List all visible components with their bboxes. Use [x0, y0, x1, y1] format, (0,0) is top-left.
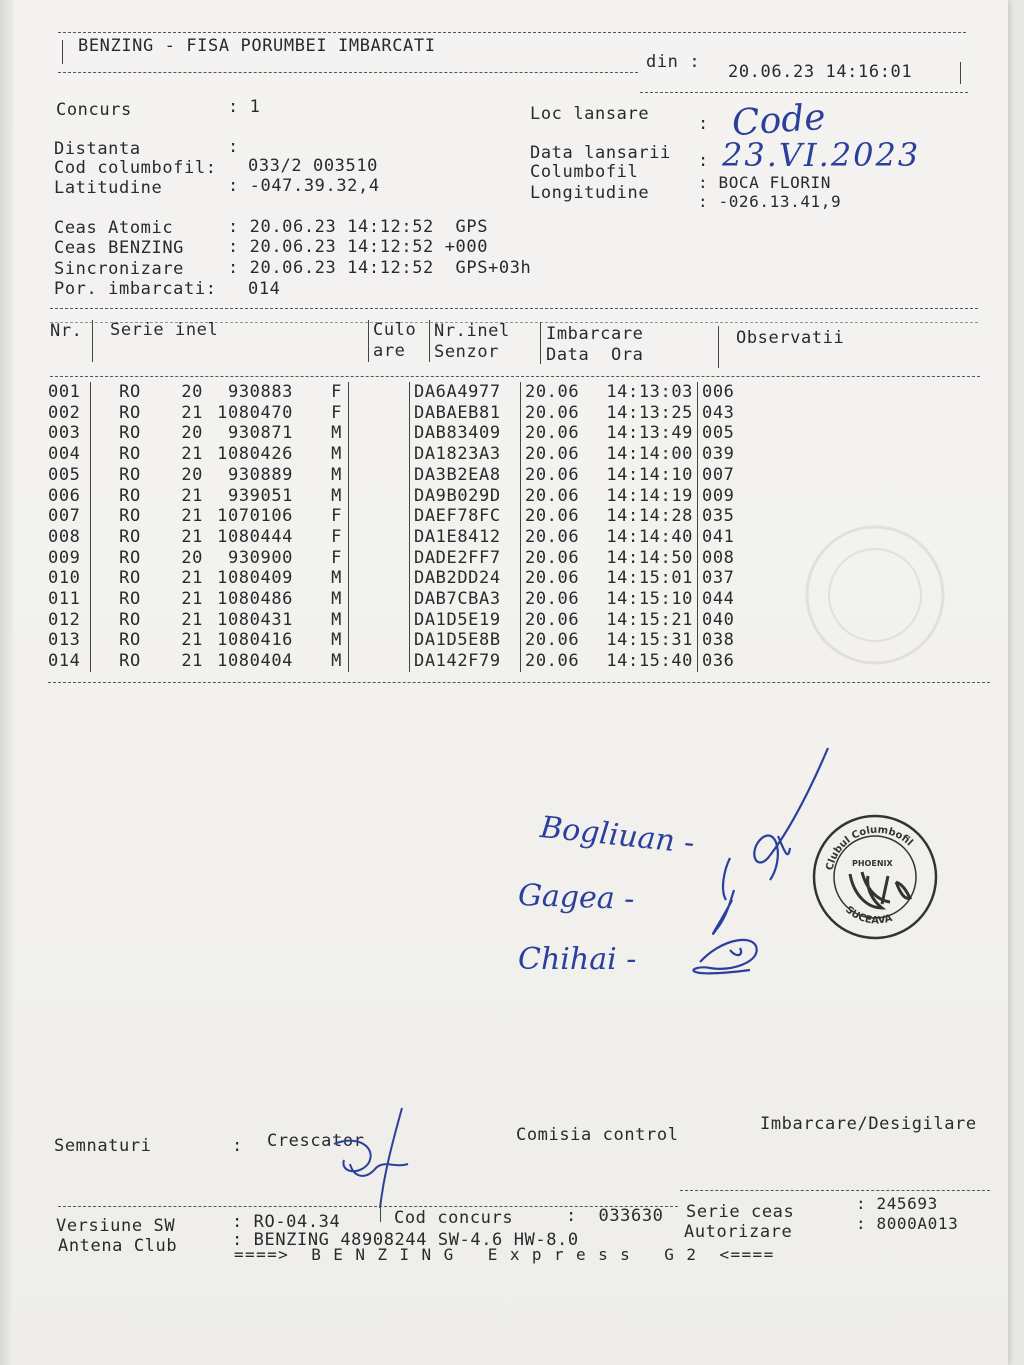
row-color	[349, 382, 410, 403]
header-bottom-rule	[58, 72, 638, 73]
row-observatii: 036	[702, 651, 735, 672]
col-divider	[718, 326, 719, 368]
col-divider	[92, 320, 93, 362]
row-year: 21	[181, 589, 203, 610]
serie-ceas-label: Serie ceas	[686, 1202, 795, 1222]
header-left-bar	[62, 40, 63, 64]
row-sex: M	[293, 423, 349, 444]
row-sensor-ring: DAB2DD24	[410, 568, 521, 589]
table-row	[48, 465, 762, 486]
pigeon-table	[48, 382, 762, 672]
row-time: 14:15:10	[589, 589, 698, 610]
row-date: 20.06	[525, 506, 580, 527]
row-sensor-ring: DA142F79	[410, 651, 521, 672]
columbofil-value: : BOCA FLORIN	[698, 173, 832, 192]
stamp-middle-text: PHOENIX	[852, 859, 893, 868]
sincronizare-label: Sincronizare	[54, 259, 185, 279]
row-time: 14:14:19	[589, 486, 698, 507]
row-observatii: 038	[702, 630, 735, 651]
table-header-bottom-rule	[50, 376, 980, 377]
row-year: 21	[181, 630, 203, 651]
commission-name-1: Bogliuan -	[538, 810, 697, 861]
comisia-control-label: Comisia control	[516, 1125, 679, 1145]
footer-divider	[380, 1206, 381, 1222]
row-date: 20.06	[525, 651, 580, 672]
concurs-value: : 1	[228, 97, 261, 117]
club-stamp-seal	[810, 812, 940, 942]
table-row	[48, 506, 762, 527]
porumbei-imbarcati-value: 014	[248, 279, 281, 299]
row-observatii: 009	[702, 485, 735, 506]
row-country: RO	[119, 630, 141, 651]
row-ring-number: 1080486	[217, 589, 293, 610]
row-sex: M	[293, 630, 349, 651]
latitudine-label: Latitudine	[54, 178, 163, 198]
row-ring-number: 1070106	[217, 506, 293, 527]
col-divider	[540, 322, 541, 364]
row-time: 14:14:00	[589, 444, 698, 465]
table-bottom-rule	[48, 682, 990, 683]
row-sex: M	[293, 610, 349, 631]
table-row	[48, 589, 762, 610]
row-observatii: 035	[702, 506, 735, 527]
cod-columbofil-label: Cod columbofil:	[54, 158, 217, 178]
cod-concurs-value: : 033630	[566, 1206, 664, 1226]
row-nr: 008	[48, 527, 91, 548]
row-observatii: 040	[702, 609, 735, 630]
row-ring-number: 1080404	[217, 651, 293, 672]
longitudine-value: : -026.13.41,9	[698, 192, 842, 211]
loc-lansare-label: Loc lansare	[530, 104, 650, 124]
row-color	[349, 630, 410, 651]
cod-columbofil-value: 033/2 003510	[248, 156, 379, 176]
table-row	[48, 444, 762, 465]
row-date: 20.06	[525, 464, 580, 485]
row-color	[349, 568, 410, 589]
row-nr: 005	[48, 465, 91, 486]
row-sex: M	[293, 651, 349, 672]
autorizare-label: Autorizare	[684, 1222, 793, 1242]
versiune-sw-value: : RO-04.34	[232, 1212, 341, 1232]
ceas-benzing-label: Ceas BENZING	[54, 238, 185, 258]
row-sensor-ring: DADE2FF7	[410, 548, 521, 569]
row-nr: 010	[48, 568, 91, 589]
row-time: 14:15:01	[589, 568, 698, 589]
col-header-imbarcare: Imbarcare	[546, 324, 644, 344]
distanta-value: :	[228, 137, 239, 157]
row-country: RO	[119, 464, 141, 485]
col-header-serie: Serie inel	[110, 320, 219, 340]
row-sex: F	[293, 403, 349, 424]
table-row	[48, 423, 762, 444]
row-ring-number: 1080431	[217, 609, 293, 630]
latitudine-value: : -047.39.32,4	[228, 176, 380, 196]
row-color	[349, 423, 410, 444]
ceas-atomic-value: : 20.06.23 14:12:52 GPS	[228, 217, 489, 237]
crescator-signature	[318, 1104, 428, 1214]
row-year: 21	[181, 402, 203, 423]
data-lansarii-colon: :	[698, 151, 709, 171]
row-date: 20.06	[525, 630, 580, 651]
col-header-culo: Culo	[373, 320, 417, 340]
row-date: 20.06	[525, 382, 580, 402]
benzing-express-banner: ====> B E N Z I N G E x p r e s s G 2 <====	[234, 1245, 775, 1264]
col-divider	[429, 320, 430, 362]
row-country: RO	[119, 589, 141, 610]
row-observatii: 006	[702, 382, 735, 402]
row-year: 20	[181, 464, 203, 485]
row-sensor-ring: DA3B2EA8	[410, 465, 521, 486]
row-sex: M	[293, 568, 349, 589]
row-time: 14:15:21	[589, 610, 698, 631]
row-country: RO	[119, 609, 141, 630]
row-sensor-ring: DAB7CBA3	[410, 589, 521, 610]
row-observatii: 043	[702, 402, 735, 423]
col-header-observatii: Observatii	[736, 328, 845, 348]
row-observatii: 007	[702, 464, 735, 485]
table-row	[48, 630, 762, 651]
row-nr: 002	[48, 403, 91, 424]
row-sex: F	[293, 527, 349, 548]
row-nr: 009	[48, 548, 91, 569]
crescator-label: Crescator	[267, 1131, 365, 1151]
row-time: 14:14:50	[589, 548, 698, 569]
row-color	[349, 651, 410, 672]
row-time: 14:14:10	[589, 465, 698, 486]
row-nr: 004	[48, 444, 91, 465]
row-sensor-ring: DA6A4977	[410, 382, 521, 403]
row-date: 20.06	[525, 402, 580, 423]
row-observatii: 005	[702, 423, 735, 444]
row-year: 20	[181, 382, 203, 402]
row-year: 21	[181, 651, 203, 672]
row-time: 14:15:40	[589, 651, 698, 672]
row-country: RO	[119, 526, 141, 547]
row-sensor-ring: DA1D5E8B	[410, 630, 521, 651]
data-lansarii-label: Data lansarii	[530, 143, 671, 163]
porumbei-imbarcati-label: Por. imbarcati:	[54, 279, 217, 299]
row-color	[349, 403, 410, 424]
col-divider	[368, 320, 369, 362]
row-nr: 003	[48, 423, 91, 444]
row-year: 21	[181, 485, 203, 506]
row-country: RO	[119, 568, 141, 589]
antena-club-value: : BENZING 48908244 SW-4.6 HW-8.0	[232, 1230, 579, 1250]
pigeon-table-body	[48, 382, 762, 672]
row-sex: M	[293, 444, 349, 465]
cod-concurs-label: Cod concurs	[394, 1208, 514, 1228]
row-ring-number: 1080426	[217, 444, 293, 465]
table-row	[48, 610, 762, 631]
semnaturi-label: Semnaturi	[54, 1136, 152, 1156]
distanta-label: Distanta	[54, 139, 141, 159]
row-ring-number: 930871	[227, 423, 293, 444]
row-ring-number: 1080416	[217, 630, 293, 651]
row-observatii: 044	[702, 589, 735, 610]
row-sensor-ring: DABAEB81	[410, 403, 521, 424]
row-sensor-ring: DA9B029D	[410, 486, 521, 507]
row-year: 20	[181, 423, 203, 444]
row-country: RO	[119, 485, 141, 506]
concurs-label: Concurs	[56, 100, 132, 120]
row-nr: 013	[48, 630, 91, 651]
row-observatii: 008	[702, 547, 735, 568]
row-color	[349, 444, 410, 465]
serie-ceas-value: : 245693	[856, 1194, 938, 1213]
table-row	[48, 527, 762, 548]
data-lansarii-handwritten: 23.VI.2023	[722, 136, 921, 174]
longitudine-label: Longitudine	[530, 183, 650, 203]
row-time: 14:13:03	[589, 382, 698, 403]
antena-club-label: Antena Club	[58, 1236, 178, 1256]
table-row	[48, 382, 762, 403]
row-ring-number: 930900	[227, 547, 293, 568]
footer-top-rule-right	[680, 1190, 990, 1191]
row-date: 20.06	[525, 485, 580, 506]
row-year: 21	[181, 444, 203, 465]
row-sensor-ring: DA1823A3	[410, 444, 521, 465]
row-date: 20.06	[525, 526, 580, 547]
sincronizare-value: : 20.06.23 14:12:52 GPS+03h	[228, 258, 532, 278]
loc-lansare-colon: :	[698, 114, 709, 134]
semnaturi-colon: :	[232, 1136, 243, 1156]
table-row	[48, 403, 762, 424]
row-nr: 011	[48, 589, 91, 610]
commission-name-3: Chihai -	[518, 942, 637, 977]
row-country: RO	[119, 402, 141, 423]
row-country: RO	[119, 382, 141, 402]
row-nr: 006	[48, 486, 91, 507]
row-sensor-ring: DA1D5E19	[410, 610, 521, 631]
row-sex: M	[293, 589, 349, 610]
row-sex: M	[293, 486, 349, 507]
loc-lansare-handwritten: Code	[730, 96, 827, 145]
row-sex: M	[293, 465, 349, 486]
row-date: 20.06	[525, 589, 580, 610]
table-row	[48, 486, 762, 507]
row-time: 14:15:31	[589, 630, 698, 651]
row-date: 20.06	[525, 444, 580, 465]
row-ring-number: 1080409	[217, 568, 293, 589]
stamp-top-text: Clubul Columbofil	[824, 824, 915, 872]
row-country: RO	[119, 444, 141, 465]
row-color	[349, 465, 410, 486]
row-color	[349, 610, 410, 631]
row-year: 21	[181, 506, 203, 527]
row-year: 21	[181, 526, 203, 547]
header-top-rule	[58, 32, 966, 33]
row-nr: 007	[48, 506, 91, 527]
row-sex: F	[293, 506, 349, 527]
row-year: 20	[181, 547, 203, 568]
row-date: 20.06	[525, 568, 580, 589]
header-right-bar	[960, 62, 961, 84]
header-bottom-rule-right	[640, 92, 968, 93]
row-year: 21	[181, 609, 203, 630]
document-title: BENZING - FISA PORUMBEI IMBARCATI	[78, 36, 436, 56]
print-date-value: 20.06.23 14:16:01	[728, 62, 913, 82]
versiune-sw-label: Versiune SW	[56, 1216, 176, 1236]
row-color	[349, 589, 410, 610]
row-sensor-ring: DA1E8412	[410, 527, 521, 548]
row-sex: F	[293, 548, 349, 569]
row-year: 21	[181, 568, 203, 589]
table-row	[48, 548, 762, 569]
table-row	[48, 651, 762, 672]
print-date-label: din :	[646, 52, 701, 72]
row-sex: F	[293, 382, 349, 403]
row-observatii: 039	[702, 444, 735, 465]
row-ring-number: 1080444	[217, 526, 293, 547]
row-date: 20.06	[525, 423, 580, 444]
row-time: 14:13:25	[589, 403, 698, 424]
row-color	[349, 486, 410, 507]
imbarcare-desigilare-label: Imbarcare/Desigilare	[760, 1114, 977, 1134]
ceas-benzing-value: : 20.06.23 14:12:52 +000	[228, 237, 489, 257]
row-sensor-ring: DAEF78FC	[410, 506, 521, 527]
row-date: 20.06	[525, 547, 580, 568]
row-country: RO	[119, 651, 141, 672]
commission-name-2: Gagea -	[517, 877, 635, 918]
row-observatii: 037	[702, 568, 735, 589]
col-header-are: are	[373, 341, 406, 361]
row-color	[349, 548, 410, 569]
row-color	[349, 506, 410, 527]
row-time: 14:13:49	[589, 423, 698, 444]
table-header-top-rule	[50, 308, 978, 309]
row-ring-number: 930889	[227, 464, 293, 485]
row-color	[349, 527, 410, 548]
row-sensor-ring: DAB83409	[410, 423, 521, 444]
table-row	[48, 568, 762, 589]
row-nr: 014	[48, 651, 91, 672]
paper-fold-shadow	[0, 0, 14, 1365]
row-country: RO	[119, 423, 141, 444]
row-date: 20.06	[525, 609, 580, 630]
stamp-bottom-text: SUCEAVA	[843, 904, 894, 927]
row-time: 14:14:28	[589, 506, 698, 527]
col-header-nrinel: Nr.inel	[434, 321, 510, 341]
col-header-nr: Nr.	[50, 321, 83, 341]
col-header-data-ora: Data Ora	[546, 345, 644, 365]
ceas-atomic-label: Ceas Atomic	[54, 218, 174, 238]
row-observatii: 041	[702, 526, 735, 547]
row-time: 14:14:40	[589, 527, 698, 548]
row-nr: 001	[48, 382, 91, 403]
row-ring-number: 930883	[227, 382, 293, 402]
autorizare-value: : 8000A013	[856, 1214, 959, 1233]
row-nr: 012	[48, 610, 91, 631]
row-ring-number: 939051	[227, 485, 293, 506]
row-ring-number: 1080470	[217, 402, 293, 423]
row-country: RO	[119, 506, 141, 527]
ghost-stamp-watermark	[800, 520, 950, 670]
row-country: RO	[119, 547, 141, 568]
columbofil-label: Columbofil	[530, 162, 639, 182]
col-header-senzor: Senzor	[434, 342, 500, 362]
